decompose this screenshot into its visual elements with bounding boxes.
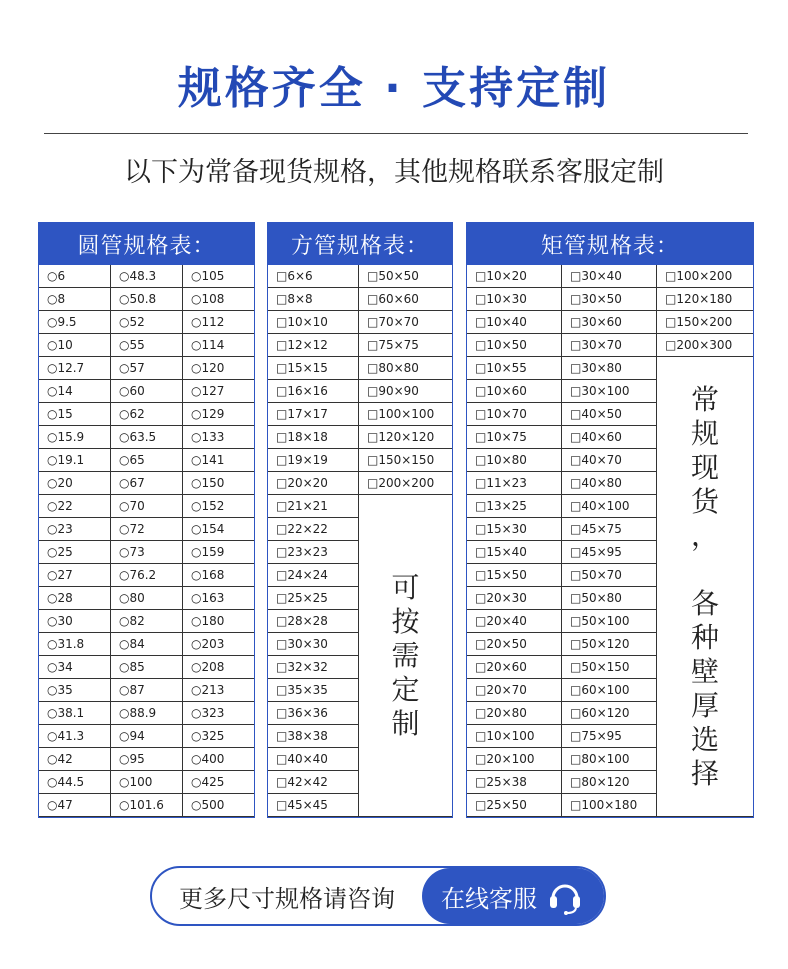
spec-cell: □75×95: [562, 725, 657, 748]
spec-cell: □90×90: [359, 380, 452, 403]
spec-cell: ○82: [111, 610, 183, 633]
spec-cell: □20×60: [467, 656, 562, 679]
spec-cell: □20×30: [467, 587, 562, 610]
spec-cell: ○22: [39, 495, 111, 518]
headset-icon: [545, 876, 585, 916]
spec-cell: ○23: [39, 518, 111, 541]
spec-cell: ○94: [111, 725, 183, 748]
spec-cell: □40×60: [562, 426, 657, 449]
spec-cell: □45×95: [562, 541, 657, 564]
spec-cell: ○35: [39, 679, 111, 702]
spec-cell: □13×25: [467, 495, 562, 518]
spec-cell: ○114: [183, 334, 254, 357]
note-char: 需: [391, 638, 420, 672]
spec-cell: ○208: [183, 656, 254, 679]
spec-cell: □32×32: [268, 656, 359, 679]
spec-cell: □25×50: [467, 794, 562, 817]
spec-cell: □45×75: [562, 518, 657, 541]
online-service-label: 在线客服: [441, 884, 537, 913]
spec-cell: □60×120: [562, 702, 657, 725]
spec-cell: ○76.2: [111, 564, 183, 587]
spec-cell: □28×28: [268, 610, 359, 633]
note-char: 常: [690, 382, 719, 416]
spec-cell: □120×180: [657, 288, 753, 311]
page-title: 规格齐全 · 支持定制: [177, 63, 611, 114]
spec-cell: □100×200: [657, 265, 753, 288]
spec-cell: □10×50: [467, 334, 562, 357]
spec-cell: ○47: [39, 794, 111, 817]
spec-cell: □100×100: [359, 403, 452, 426]
spec-cell: □30×80: [562, 357, 657, 380]
spec-cell: □10×30: [467, 288, 562, 311]
spec-cell: □60×60: [359, 288, 452, 311]
spec-cell: □10×80: [467, 449, 562, 472]
round-tube-table-header: 圆管规格表：: [39, 223, 254, 265]
spec-cell: ○41.3: [39, 725, 111, 748]
spec-cell: □60×100: [562, 679, 657, 702]
spec-cell: ○152: [183, 495, 254, 518]
spec-cell: □120×120: [359, 426, 452, 449]
spec-cell: □10×60: [467, 380, 562, 403]
spec-cell: ○52: [111, 311, 183, 334]
spec-cell: ○28: [39, 587, 111, 610]
spec-cell: □20×100: [467, 748, 562, 771]
spec-cell: ○84: [111, 633, 183, 656]
spec-cell: ○129: [183, 403, 254, 426]
spec-cell: ○80: [111, 587, 183, 610]
spec-cell: ○150: [183, 472, 254, 495]
spec-cell: □15×30: [467, 518, 562, 541]
square-tube-table-header: 方管规格表：: [268, 223, 452, 265]
spec-cell: ○180: [183, 610, 254, 633]
note-char: 规: [690, 416, 719, 450]
spec-cell: ○60: [111, 380, 183, 403]
spec-cell: □30×50: [562, 288, 657, 311]
spec-cell: □10×10: [268, 311, 359, 334]
spec-cell: ○85: [111, 656, 183, 679]
spec-cell: ○203: [183, 633, 254, 656]
spec-cell: □200×300: [657, 334, 753, 357]
spec-cell: □30×100: [562, 380, 657, 403]
spec-cell: □10×55: [467, 357, 562, 380]
spec-cell: □40×70: [562, 449, 657, 472]
spec-cell: ○9.5: [39, 311, 111, 334]
spec-cell: ○213: [183, 679, 254, 702]
spec-cell: ○65: [111, 449, 183, 472]
spec-cell: □20×70: [467, 679, 562, 702]
spec-cell: ○15: [39, 403, 111, 426]
spec-cell: ○38.1: [39, 702, 111, 725]
spec-cell: ○425: [183, 771, 254, 794]
spec-cell: ○34: [39, 656, 111, 679]
spec-cell: ○57: [111, 357, 183, 380]
spec-cell: ○400: [183, 748, 254, 771]
spec-cell: □40×100: [562, 495, 657, 518]
spec-cell: ○159: [183, 541, 254, 564]
spec-cell: ○112: [183, 311, 254, 334]
spec-cell: □80×120: [562, 771, 657, 794]
spec-cell: □10×100: [467, 725, 562, 748]
spec-cell: ○325: [183, 725, 254, 748]
spec-cell: □22×22: [268, 518, 359, 541]
spec-cell: ○95: [111, 748, 183, 771]
note-char: 择: [690, 756, 719, 790]
spec-cell: □45×45: [268, 794, 359, 817]
note-char: 按: [391, 604, 420, 638]
spec-cell: ○101.6: [111, 794, 183, 817]
rect-tube-table-header: 矩管规格表：: [467, 223, 753, 265]
spec-cell: ○72: [111, 518, 183, 541]
spec-cell: ○70: [111, 495, 183, 518]
round-tube-table: [38, 222, 255, 818]
spec-cell: ○48.3: [111, 265, 183, 288]
spec-cell: □12×12: [268, 334, 359, 357]
spec-cell: □25×38: [467, 771, 562, 794]
spec-cell: □50×100: [562, 610, 657, 633]
spec-cell: □19×19: [268, 449, 359, 472]
spec-cell: ○323: [183, 702, 254, 725]
spec-cell: □30×40: [562, 265, 657, 288]
spec-cell: ○25: [39, 541, 111, 564]
rect-tube-table: [466, 222, 754, 818]
spec-cell: □150×150: [359, 449, 452, 472]
spec-cell: □15×15: [268, 357, 359, 380]
spec-cell: ○30: [39, 610, 111, 633]
spec-cell: □11×23: [467, 472, 562, 495]
spec-cell: □20×20: [268, 472, 359, 495]
spec-cell: □15×50: [467, 564, 562, 587]
spec-cell: ○42: [39, 748, 111, 771]
spec-cell: □75×75: [359, 334, 452, 357]
spec-cell: □70×70: [359, 311, 452, 334]
vertical-note: [359, 495, 452, 817]
spec-cell: ○6: [39, 265, 111, 288]
spec-cell: □15×40: [467, 541, 562, 564]
spec-cell: □30×70: [562, 334, 657, 357]
spec-cell: □150×200: [657, 311, 753, 334]
spec-cell: □6×6: [268, 265, 359, 288]
spec-cell: □50×50: [359, 265, 452, 288]
round-tube-grid: [39, 265, 254, 817]
spec-cell: □30×60: [562, 311, 657, 334]
note-char: 种: [690, 620, 719, 654]
spec-cell: □16×16: [268, 380, 359, 403]
spec-cell: ○19.1: [39, 449, 111, 472]
spec-cell: □20×80: [467, 702, 562, 725]
spec-cell: □50×150: [562, 656, 657, 679]
note-char: 各: [690, 586, 719, 620]
spec-cell: ○14: [39, 380, 111, 403]
spec-cell: ○31.8: [39, 633, 111, 656]
spec-cell: □10×40: [467, 311, 562, 334]
spec-cell: □10×70: [467, 403, 562, 426]
spec-cell: □20×50: [467, 633, 562, 656]
square-tube-grid: [268, 265, 452, 817]
spec-cell: ○67: [111, 472, 183, 495]
spec-cell: ○8: [39, 288, 111, 311]
spec-cell: □30×30: [268, 633, 359, 656]
spec-cell: ○63.5: [111, 426, 183, 449]
spec-cell: □10×20: [467, 265, 562, 288]
note-char: 可: [391, 570, 420, 604]
spec-cell: □50×80: [562, 587, 657, 610]
spec-cell: □23×23: [268, 541, 359, 564]
note-char: 定: [391, 672, 420, 706]
spec-cell: □21×21: [268, 495, 359, 518]
spec-cell: ○100: [111, 771, 183, 794]
spec-cell: □25×25: [268, 587, 359, 610]
spec-cell: □40×80: [562, 472, 657, 495]
rect-tube-grid: [467, 265, 753, 817]
spec-cell: □24×24: [268, 564, 359, 587]
spec-cell: ○127: [183, 380, 254, 403]
spec-cell: ○88.9: [111, 702, 183, 725]
spec-cell: □50×120: [562, 633, 657, 656]
online-service-button[interactable]: [422, 868, 604, 924]
spec-cell: ○62: [111, 403, 183, 426]
spec-cell: ○20: [39, 472, 111, 495]
spec-cell: ○50.8: [111, 288, 183, 311]
spec-cell: ○133: [183, 426, 254, 449]
vertical-note: [657, 357, 753, 817]
spec-cell: □80×80: [359, 357, 452, 380]
spec-cell: ○154: [183, 518, 254, 541]
spec-cell: □20×40: [467, 610, 562, 633]
spec-cell: ○141: [183, 449, 254, 472]
spec-cell: □42×42: [268, 771, 359, 794]
spec-cell: ○10: [39, 334, 111, 357]
spec-cell: □8×8: [268, 288, 359, 311]
spec-cell: □80×100: [562, 748, 657, 771]
spec-cell: ○500: [183, 794, 254, 817]
spec-cell: □50×70: [562, 564, 657, 587]
spec-cell: ○73: [111, 541, 183, 564]
spec-cell: ○168: [183, 564, 254, 587]
spec-cell: □200×200: [359, 472, 452, 495]
square-tube-table: [267, 222, 453, 818]
note-char: 货: [690, 484, 719, 518]
spec-cell: ○87: [111, 679, 183, 702]
spec-cell: ○108: [183, 288, 254, 311]
consult-text: 更多尺寸规格请咨询: [179, 884, 395, 913]
page-subtitle: 以下为常备现货规格，其他规格联系客服定制: [124, 157, 664, 188]
spec-cell: ○15.9: [39, 426, 111, 449]
note-char: 选: [690, 722, 719, 756]
note-char: 制: [391, 706, 420, 740]
note-char: 壁: [690, 654, 719, 688]
spec-cell: □40×40: [268, 748, 359, 771]
spec-cell: ○163: [183, 587, 254, 610]
spec-cell: □18×18: [268, 426, 359, 449]
spec-cell: ○105: [183, 265, 254, 288]
spec-cell: □40×50: [562, 403, 657, 426]
spec-cell: ○44.5: [39, 771, 111, 794]
spec-cell: □35×35: [268, 679, 359, 702]
consult-banner[interactable]: [150, 866, 606, 926]
spec-cell: □100×180: [562, 794, 657, 817]
note-char: 厚: [690, 688, 719, 722]
spec-cell: □17×17: [268, 403, 359, 426]
spec-cell: □10×75: [467, 426, 562, 449]
spec-cell: □36×36: [268, 702, 359, 725]
spec-cell: □38×38: [268, 725, 359, 748]
note-char: ，: [690, 518, 719, 552]
spec-cell: ○120: [183, 357, 254, 380]
spec-cell: ○55: [111, 334, 183, 357]
spec-cell: ○27: [39, 564, 111, 587]
spec-cell: ○12.7: [39, 357, 111, 380]
note-char: 现: [690, 450, 719, 484]
title-divider: [44, 133, 748, 134]
